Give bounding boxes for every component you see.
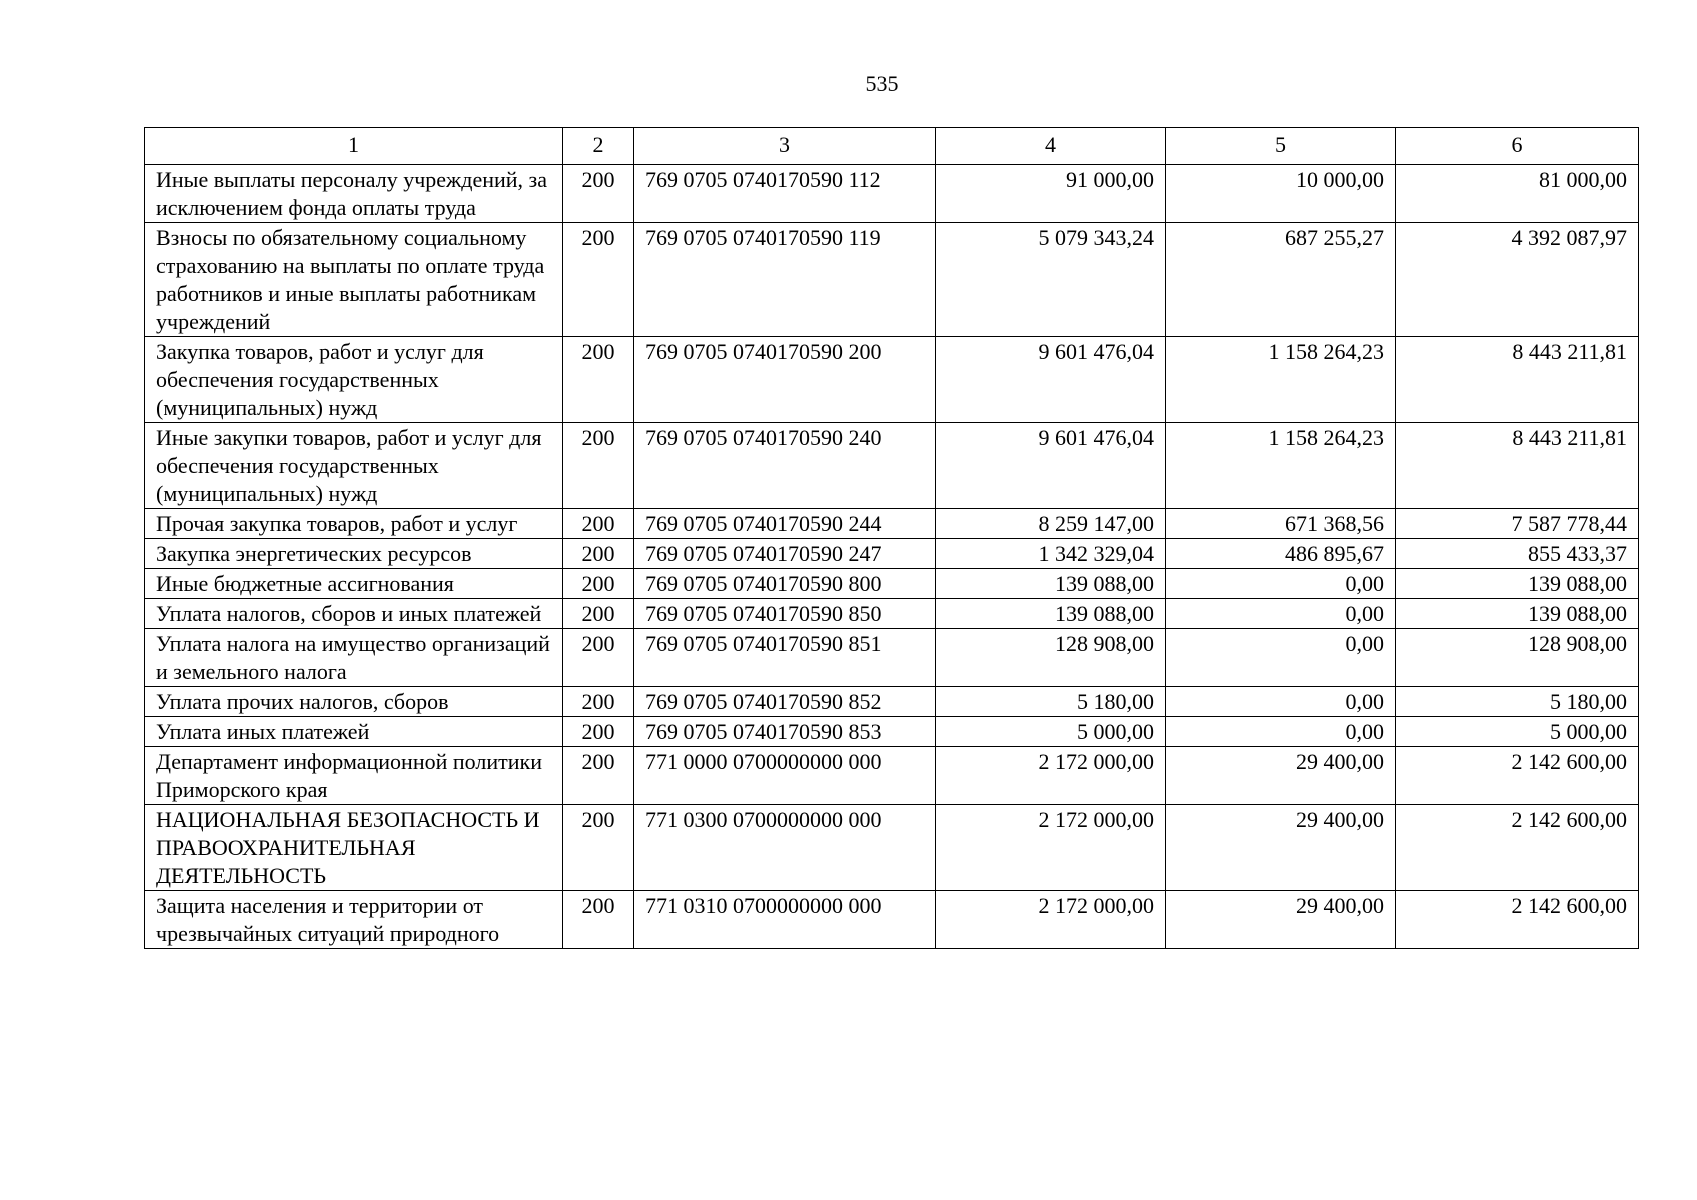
table-row [145, 337, 1639, 423]
row-name: Уплата налогов, сборов и иных платежей [145, 599, 563, 629]
row-kbk: 769 0705 0740170590 200 [634, 337, 936, 423]
row-kbk: 769 0705 0740170590 850 [634, 599, 936, 629]
row-value-5: 29 400,00 [1166, 805, 1396, 891]
row-value-4: 5 180,00 [936, 687, 1166, 717]
table-row [145, 717, 1639, 747]
row-code: 200 [563, 805, 634, 891]
row-code: 200 [563, 629, 634, 687]
row-value-5: 29 400,00 [1166, 747, 1396, 805]
column-header-5: 5 [1166, 128, 1396, 165]
table-row [145, 747, 1639, 805]
row-value-6: 8 443 211,81 [1396, 337, 1639, 423]
table-body [145, 165, 1639, 949]
row-name: Иные бюджетные ассигнования [145, 569, 563, 599]
table-row [145, 539, 1639, 569]
row-value-4: 9 601 476,04 [936, 423, 1166, 509]
row-kbk: 769 0705 0740170590 852 [634, 687, 936, 717]
row-code: 200 [563, 687, 634, 717]
table-row [145, 223, 1639, 337]
table-row [145, 629, 1639, 687]
row-value-5: 1 158 264,23 [1166, 337, 1396, 423]
row-name: Закупка товаров, работ и услуг для обеспечения государственных (муниципальных) нужд [145, 337, 563, 423]
table-row [145, 805, 1639, 891]
row-value-6: 5 180,00 [1396, 687, 1639, 717]
row-code: 200 [563, 539, 634, 569]
row-name: Взносы по обязательному социальному страхованию на выплаты по оплате труда работников и иные выплаты работникам учреждений [145, 223, 563, 337]
row-value-4: 139 088,00 [936, 599, 1166, 629]
row-kbk: 769 0705 0740170590 247 [634, 539, 936, 569]
row-kbk: 769 0705 0740170590 240 [634, 423, 936, 509]
row-value-5: 1 158 264,23 [1166, 423, 1396, 509]
row-value-6: 5 000,00 [1396, 717, 1639, 747]
row-value-5: 0,00 [1166, 717, 1396, 747]
row-value-5: 486 895,67 [1166, 539, 1396, 569]
row-value-5: 0,00 [1166, 599, 1396, 629]
row-value-4: 128 908,00 [936, 629, 1166, 687]
row-value-5: 671 368,56 [1166, 509, 1396, 539]
row-value-5: 687 255,27 [1166, 223, 1396, 337]
row-value-4: 91 000,00 [936, 165, 1166, 223]
row-value-6: 2 142 600,00 [1396, 805, 1639, 891]
row-kbk: 769 0705 0740170590 853 [634, 717, 936, 747]
row-code: 200 [563, 717, 634, 747]
row-name: Иные выплаты персоналу учреждений, за исключением фонда оплаты труда [145, 165, 563, 223]
row-name: Прочая закупка товаров, работ и услуг [145, 509, 563, 539]
row-code: 200 [563, 747, 634, 805]
row-value-6: 7 587 778,44 [1396, 509, 1639, 539]
table-row [145, 569, 1639, 599]
row-value-5: 10 000,00 [1166, 165, 1396, 223]
row-kbk: 769 0705 0740170590 244 [634, 509, 936, 539]
row-code: 200 [563, 423, 634, 509]
row-name: Уплата налога на имущество организаций и земельного налога [145, 629, 563, 687]
row-code: 200 [563, 165, 634, 223]
column-header-3: 3 [634, 128, 936, 165]
row-value-4: 9 601 476,04 [936, 337, 1166, 423]
row-value-6: 8 443 211,81 [1396, 423, 1639, 509]
row-value-4: 2 172 000,00 [936, 891, 1166, 949]
row-kbk: 769 0705 0740170590 119 [634, 223, 936, 337]
column-header-2: 2 [563, 128, 634, 165]
budget-table [144, 127, 1639, 949]
row-value-5: 0,00 [1166, 629, 1396, 687]
row-value-6: 855 433,37 [1396, 539, 1639, 569]
row-kbk: 771 0000 0700000000 000 [634, 747, 936, 805]
header-row [145, 128, 1639, 165]
table-row [145, 687, 1639, 717]
row-value-4: 5 079 343,24 [936, 223, 1166, 337]
row-kbk: 769 0705 0740170590 112 [634, 165, 936, 223]
row-code: 200 [563, 223, 634, 337]
row-value-6: 2 142 600,00 [1396, 747, 1639, 805]
row-value-6: 128 908,00 [1396, 629, 1639, 687]
row-kbk: 771 0310 0700000000 000 [634, 891, 936, 949]
row-value-4: 2 172 000,00 [936, 805, 1166, 891]
table-row [145, 891, 1639, 949]
row-value-6: 2 142 600,00 [1396, 891, 1639, 949]
row-kbk: 769 0705 0740170590 800 [634, 569, 936, 599]
row-value-5: 0,00 [1166, 569, 1396, 599]
row-name: Департамент информационной политики Приморского края [145, 747, 563, 805]
column-header-6: 6 [1396, 128, 1639, 165]
row-kbk: 769 0705 0740170590 851 [634, 629, 936, 687]
row-name: НАЦИОНАЛЬНАЯ БЕЗОПАСНОСТЬ И ПРАВООХРАНИТЕЛЬНАЯ ДЕЯТЕЛЬНОСТЬ [145, 805, 563, 891]
row-code: 200 [563, 569, 634, 599]
row-name: Иные закупки товаров, работ и услуг для обеспечения государственных (муниципальных) нужд [145, 423, 563, 509]
table-row [145, 509, 1639, 539]
row-value-4: 139 088,00 [936, 569, 1166, 599]
row-value-5: 29 400,00 [1166, 891, 1396, 949]
row-kbk: 771 0300 0700000000 000 [634, 805, 936, 891]
row-value-6: 139 088,00 [1396, 569, 1639, 599]
table-row [145, 165, 1639, 223]
row-value-4: 1 342 329,04 [936, 539, 1166, 569]
table-row [145, 599, 1639, 629]
row-code: 200 [563, 509, 634, 539]
row-value-5: 0,00 [1166, 687, 1396, 717]
row-value-4: 2 172 000,00 [936, 747, 1166, 805]
row-code: 200 [563, 337, 634, 423]
table-row [145, 423, 1639, 509]
table-header [145, 128, 1639, 165]
row-value-6: 4 392 087,97 [1396, 223, 1639, 337]
page-number: 535 [865, 71, 899, 96]
row-value-6: 81 000,00 [1396, 165, 1639, 223]
row-name: Уплата иных платежей [145, 717, 563, 747]
row-value-6: 139 088,00 [1396, 599, 1639, 629]
row-value-4: 5 000,00 [936, 717, 1166, 747]
row-value-4: 8 259 147,00 [936, 509, 1166, 539]
column-header-1: 1 [145, 128, 563, 165]
row-code: 200 [563, 891, 634, 949]
row-name: Защита населения и территории от чрезвычайных ситуаций природного [145, 891, 563, 949]
column-header-4: 4 [936, 128, 1166, 165]
row-code: 200 [563, 599, 634, 629]
row-name: Уплата прочих налогов, сборов [145, 687, 563, 717]
row-name: Закупка энергетических ресурсов [145, 539, 563, 569]
